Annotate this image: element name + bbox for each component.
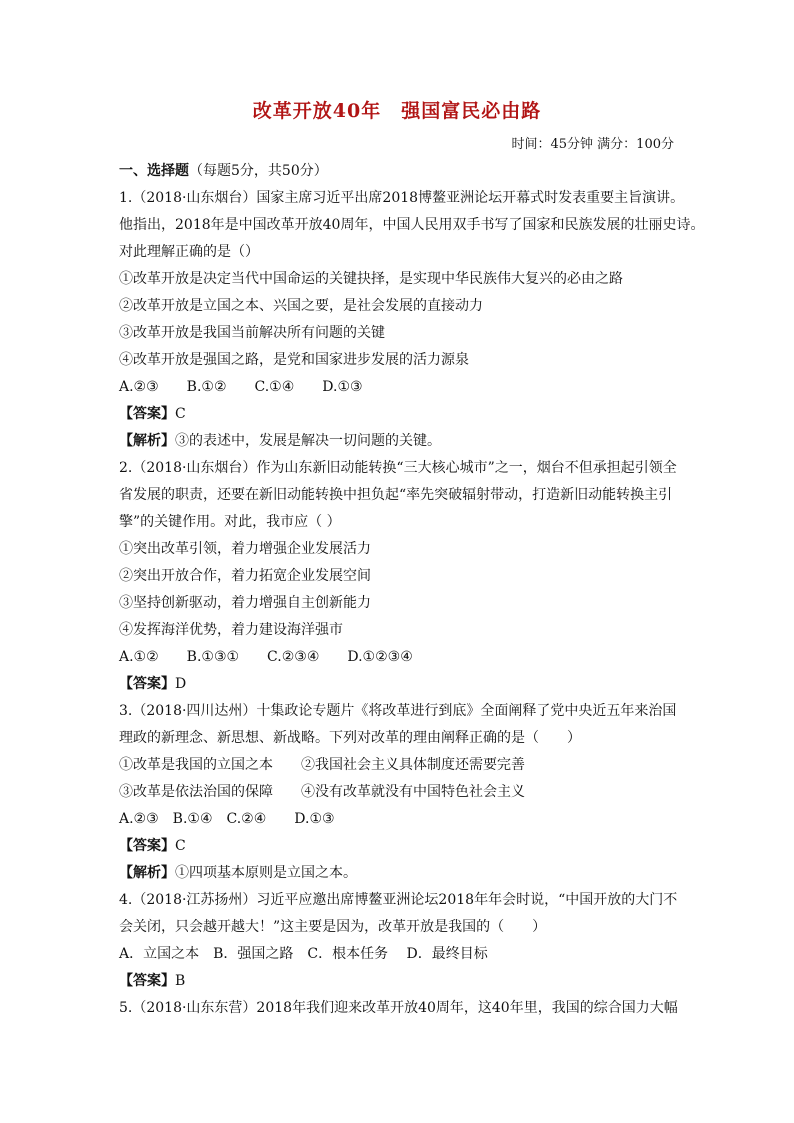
answer-label: 【答案】 (119, 973, 175, 989)
question-item: ②改革开放是立国之本、兴国之要，是社会发展的直接动力 (119, 298, 483, 314)
answer-value: C (175, 406, 186, 422)
question-options: A．立国之本 B．强国之路 C．根本任务 D．最终目标 (119, 946, 488, 962)
explanation-line (119, 860, 679, 887)
explanation-text: ①四项基本原则是立国之本。 (175, 865, 357, 881)
question-stem-line: 他指出，2018年是中国改革开放40周年，中国人民用双手书写了国家和民族发展的壮丽史诗。 (119, 217, 705, 233)
question-5 (119, 995, 679, 1022)
answer-line (119, 401, 679, 428)
answer-line (119, 833, 679, 860)
answer-value: B (175, 973, 186, 989)
question-options: A.②③ B.①④ C.②④ D.①③ (119, 811, 335, 827)
question-1 (119, 185, 705, 455)
question-item: ①突出改革引领，着力增强企业发展活力 (119, 541, 371, 557)
section-heading (119, 158, 679, 185)
question-item: ③坚持创新驱动，着力增强自主创新能力 (119, 595, 371, 611)
question-item: ①改革是我国的立国之本 ②我国社会主义具体制度还需要完善 (119, 757, 525, 773)
explanation-text: ③的表述中，发展是解决一切问题的关键。 (175, 433, 441, 449)
question-item: ①改革开放是决定当代中国命运的关键抉择，是实现中华民族伟大复兴的必由之路 (119, 271, 623, 287)
question-2 (119, 455, 679, 698)
question-stem-line: 擎”的关键作用。对此，我市应（ ） (119, 514, 341, 530)
question-stem-line: 5.（2018·山东东营）2018年我们迎来改革开放40周年，这40年里，我国的综合国力大幅 (119, 1000, 678, 1016)
question-stem-line: 1.（2018·山东烟台）国家主席习近平出席2018博鳌亚洲论坛开幕式时发表重要主旨演讲。 (119, 190, 685, 206)
section-note: （每题5分，共50分） (189, 163, 328, 179)
question-options: A.②③ B.①② C.①④ D.①③ (119, 379, 363, 395)
question-3 (119, 698, 679, 887)
answer-label: 【答案】 (119, 838, 175, 854)
explanation-line (119, 428, 679, 455)
question-item: ③改革是依法治国的保障 ④没有改革就没有中国特色社会主义 (119, 784, 525, 800)
question-stem-line: 对此理解正确的是（） (119, 244, 259, 260)
question-stem-line: 3.（2018·四川达州）十集政论专题片《将改革进行到底》全面阐释了党中央近五年来治国 (119, 703, 677, 719)
question-stem-line: 理政的新理念、新思想、新战略。下列对改革的理由阐释正确的是（ ） (119, 730, 581, 746)
explanation-label: 【解析】 (119, 433, 175, 449)
question-item: ④改革开放是强国之路，是党和国家进步发展的活力源泉 (119, 352, 469, 368)
question-stem-line: 2.（2018·山东烟台）作为山东新旧动能转换“三大核心城市”之一，烟台不但承担起引领全 (119, 460, 677, 476)
explanation-label: 【解析】 (119, 865, 175, 881)
answer-line (119, 671, 679, 698)
answer-label: 【答案】 (119, 676, 175, 692)
document-body (119, 158, 705, 1022)
question-options: A.①② B.①③① C.②③④ D.①②③④ (119, 649, 413, 665)
exam-meta: 时间：45分钟 满分：100分 (511, 137, 674, 152)
answer-value: C (175, 838, 186, 854)
question-item: ③改革开放是我国当前解决所有问题的关键 (119, 325, 385, 341)
question-stem-line: 省发展的职责，还要在新旧动能转换中担负起“率先突破辐射带动，打造新旧动能转换主引 (119, 487, 673, 503)
section-title: 一、选择题 (119, 163, 189, 179)
question-4 (119, 887, 679, 995)
question-stem-line: 4.（2018·江苏扬州）习近平应邀出席博鳌亚洲论坛2018年年会时说，“中国开放的大门不 (119, 892, 678, 908)
answer-label: 【答案】 (119, 406, 175, 422)
answer-value: D (175, 676, 187, 692)
question-stem-line: 会关闭，只会越开越大！”这主要是因为，改革开放是我国的（ ） (119, 919, 547, 935)
question-item: ④发挥海洋优势，着力建设海洋强市 (119, 622, 343, 638)
question-item: ②突出开放合作，着力拓宽企业发展空间 (119, 568, 371, 584)
answer-line (119, 968, 679, 995)
document-title: 改革开放40年 强国富民必由路 (252, 100, 542, 122)
